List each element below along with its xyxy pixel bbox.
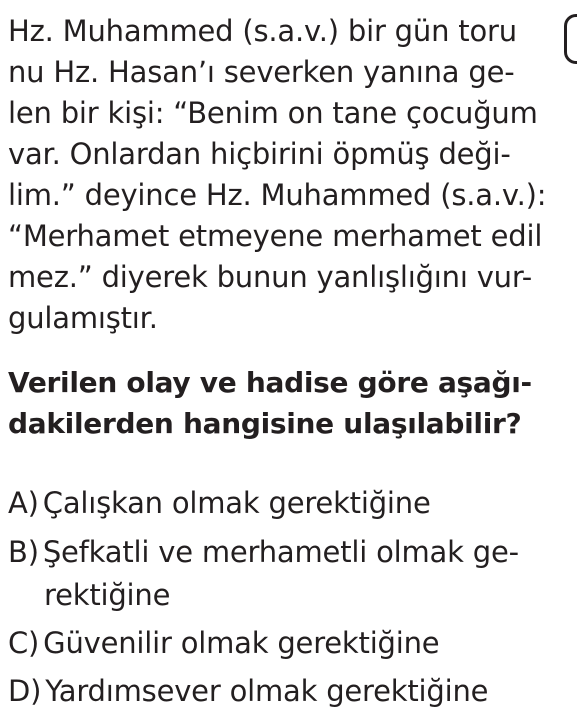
option-letter: D) — [8, 674, 42, 708]
page-edge-mark — [564, 14, 577, 64]
option-letter: A) — [8, 486, 39, 520]
option-b-continuation: rektiğine — [44, 578, 171, 612]
option-text: Güvenilir olmak gerektiğine — [43, 626, 440, 660]
option-text: Çalışkan olmak gerektiğine — [42, 486, 431, 520]
passage-line: nu Hz. Hasan’ı severken yanına ge- — [8, 55, 515, 89]
option-d[interactable] — [8, 672, 488, 710]
question-line: Verilen olay ve hadise göre aşağı- — [8, 366, 532, 399]
passage-line: len bir kişi: “Benim on tane çocuğum — [8, 96, 538, 130]
passage-line: lim.” deyince Hz. Muhammed (s.a.v.): — [8, 178, 547, 212]
question-line: dakilerden hangisine ulaşılabilir? — [8, 407, 522, 440]
passage-line: var. Onlardan hiçbirini öpmüş deği- — [8, 137, 511, 171]
option-text: Yardımsever olmak gerektiğine — [45, 674, 489, 708]
option-c[interactable] — [8, 624, 439, 662]
passage-line: gulamıştır. — [8, 301, 158, 335]
option-letter: B) — [8, 535, 39, 569]
option-text: Şefkatli ve merhametli olmak ge- — [42, 535, 519, 569]
option-letter: C) — [8, 626, 40, 660]
option-b[interactable] — [8, 533, 519, 571]
passage-line: Hz. Muhammed (s.a.v.) bir gün toru — [8, 14, 517, 48]
option-a[interactable] — [8, 484, 431, 522]
passage-line: “Merhamet etmeyene merhamet edil — [8, 219, 543, 253]
passage-line: mez.” diyerek bunun yanlışlığını vur- — [8, 260, 532, 294]
